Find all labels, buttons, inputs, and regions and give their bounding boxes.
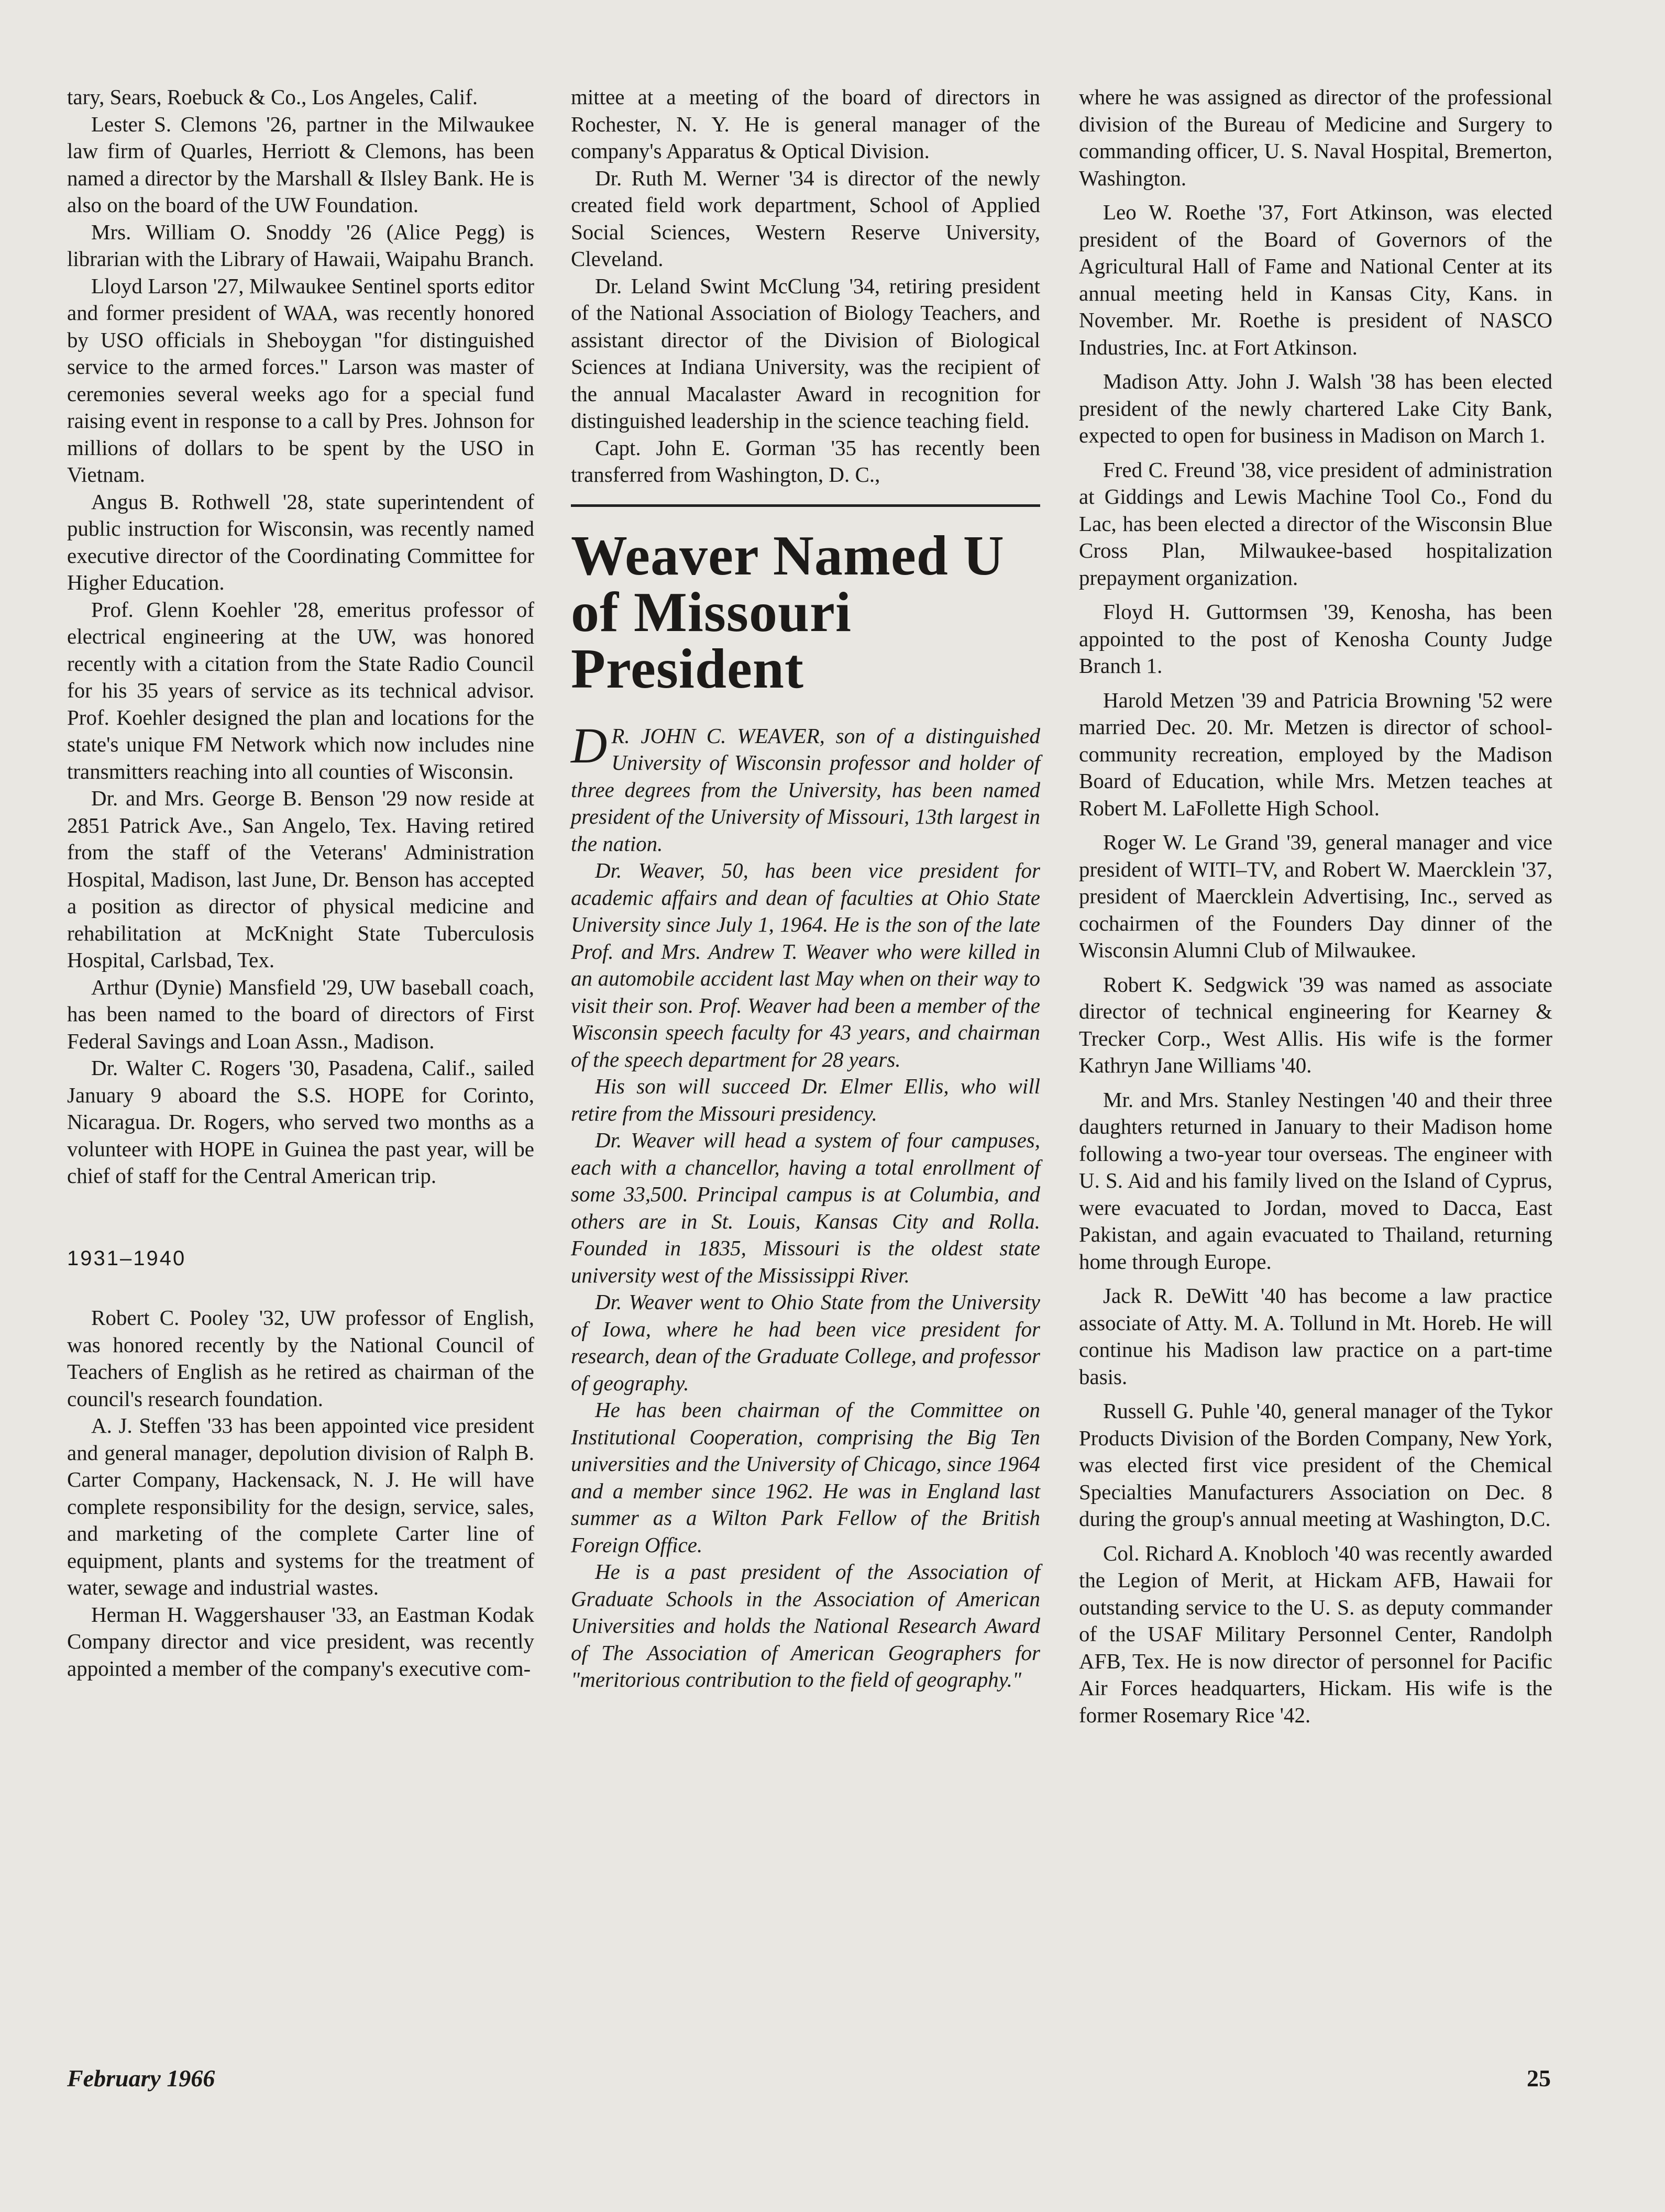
paragraph-Mansfield: Arthur (Dynie) Mansfield '29, UW baseball coach, has been named to the board of directors of First Federal Savings and Loan Assn., Madison. [67, 975, 534, 1053]
paragraph-Larson: Lloyd Larson '27, Milwaukee Sentinel sports editor and former president of WAA, was recently honored by USO officials in Sheboygan "for distinguished service to the armed forces." Larson was master of ceremonies several weeks ago for a special fund raising event in response to a call by Pres. Johnson for millions of dollars to be spent by the USO in Vietnam. [67, 273, 534, 486]
section-heading: 1931–1940 [67, 1246, 186, 1270]
article-paragraph-campuses: Dr. Weaver will head a system of four campuses, each with a chancellor, having a total enrollment of some 33,500. Principal campus is at Columbia, and others are in St. Louis, Kansas City and Rolla. Founded in 1835, Missouri is the oldest state university west of the Mississippi River. [571, 1128, 1040, 1287]
column-3 [1079, 84, 1552, 1729]
paragraph-Benson: Dr. and Mrs. George B. Benson '29 now reside at 2851 Patrick Ave., San Angelo, Tex. Having retired from the staff of the Veterans' Administration Hospital, Madison, last June, Dr. Benson has accepted a position as director of physical medicine and rehabilitation at McKnight State Tuberculosis Hospital, Carlsbad, Tex. [67, 786, 534, 972]
paragraph-McClung: Dr. Leland Swint McClung '34, retiring president of the National Association of Biology Teachers, and assistant director of the Division of Biological Sciences at Indiana University, was the recipient of the annual Macalaster Award in recognition for distinguished leadership in the science teaching field. [571, 273, 1040, 433]
paragraph-Knobloch: Col. Richard A. Knobloch '40 was recently awarded the Legion of Merit, at Hickam AFB, Hawaii for outstanding service to the U. S. as deputy commander of the USAF Military Personnel Center, Randolph AFB, Tex. He is now director of personnel for Pacific Air Forces headquarters, Hickam. His wife is the former Rosemary Rice '42. [1079, 1541, 1552, 1727]
paragraph-Koehler: Prof. Glenn Koehler '28, emeritus professor of electrical engineering at the UW, was honored recently with a citation from the State Radio Council for his 35 years of service as its technical advisor. Prof. Koehler designed the plan and locations for the state's unique FM Network which now includes nine transmitters reaching into all counties of Wisconsin. [67, 597, 534, 783]
paragraph-Metzen: Harold Metzen '39 and Patricia Browning '52 were married Dec. 20. Mr. Metzen is director of school-community recreation, employed by the Madison Board of Education, while Mrs. Metzen teaches at Robert M. LaFollette High School. [1079, 688, 1552, 820]
paragraph-Freund: Fred C. Freund '38, vice president of administration at Giddings and Lewis Machine Tool Co., Fond du Lac, has been elected a director of the Wisconsin Blue Cross Plan, Milwaukee-based hospitalization prepayment organization. [1079, 457, 1552, 590]
paragraph-Walsh: Madison Atty. John J. Walsh '38 has been elected president of the newly chartered Lake City Bank, expected to open for business in Madison on March 1. [1079, 369, 1552, 447]
paragraph-Clemons: Lester S. Clemons '26, partner in the Milwaukee law firm of Quarles, Herriott & Clemons, has been named a director by the Marshall & Ilsley Bank. He is also on the board of the UW Foundation. [67, 112, 534, 217]
paragraph-Snoddy: Mrs. William O. Snoddy '26 (Alice Pegg) is librarian with the Library of Hawaii, Waipahu Branch. [67, 219, 534, 271]
paragraph-Nestingen: Mr. and Mrs. Stanley Nestingen '40 and their three daughters returned in January to their Madison home following a two-year tour overseas. The engineer with U. S. Aid and his family lived on the Island of Cyprus, were evacuated to Jordan, moved to Dacca, East Pakistan, and again evacuated to Thailand, returning home through Europe. [1079, 1087, 1552, 1274]
column-2 [571, 84, 1040, 1694]
paragraph-Roethe: Leo W. Roethe '37, Fort Atkinson, was elected president of the Board of Governors of the Agricultural Hall of Fame and National Center at its annual meeting held in Kansas City, Kans. in November. Mr. Roethe is president of NASCO Industries, Inc. at Fort Atkinson. [1079, 200, 1552, 359]
column-1-before [67, 84, 534, 1190]
article-body [571, 717, 1040, 1694]
paragraph-Steffen: A. J. Steffen '33 has been appointed vice president and general manager, depolution division of Ralph B. Carter Company, Hackensack, N. J. He will have complete responsibility for the design, service, sales, and marketing of the complete Carter line of equipment, plants and systems for the treatment of water, sewage and industrial wastes. [67, 1413, 534, 1599]
article-paragraph-graduate-schools: He is a past president of the Association of Graduate Schools in the Association of American Universities and holds the National Research Award of The Association of American Geographers for "meritorious contribution to the field of geography." [571, 1560, 1040, 1691]
article-lead-text: R. JOHN C. WEAVER, son of a distinguished University of Wisconsin professor and holder of three degrees from the University, has been named president of the University of Missouri, 13th largest in the nation. [571, 723, 1040, 856]
paragraph-Pooley: Robert C. Pooley '32, UW professor of English, was honored recently by the National Council of Teachers of English as he retired as chairman of the council's research foundation. [67, 1306, 534, 1411]
column-1 [67, 84, 534, 1682]
paragraph-Gorman: Capt. John E. Gorman '35 has recently been transferred from Washington, D. C., [571, 435, 1040, 486]
column-1-after [67, 1304, 534, 1682]
paragraph-Sedgwick: Robert K. Sedgwick '39 was named as associate director of technical engineering for Kearney & Trecker Corp., West Allis. His wife is the former Kathryn Jane Williams '40. [1079, 972, 1552, 1077]
paragraph-Kodak-continued: mittee at a meeting of the board of directors in Rochester, N. Y. He is general manager of the company's Apparatus & Optical Division. [571, 85, 1040, 163]
paragraph-DeWitt: Jack R. DeWitt '40 has become a law practice associate of Atty. M. A. Tollund in Mt. Horeb. He will continue his Madison law practice on a part-time basis. [1079, 1284, 1552, 1389]
paragraph-LeGrand: Roger W. Le Grand '39, general manager and vice president of WITI–TV, and Robert W. Maercklein '37, president of Maercklein Advertising, Inc., served as cochairmen of the Founders Day dinner of the Wisconsin Alumni Club of Milwaukee. [1079, 830, 1552, 962]
article-divider [571, 504, 1040, 507]
paragraph-Sears: tary, Sears, Roebuck & Co., Los Angeles, Calif. [67, 85, 478, 109]
paragraph-Puhle: Russell G. Puhle '40, general manager of the Tykor Products Division of the Borden Company, New York, was elected first vice president of the Chemical Specialties Manufacturers Association on Dec. 8 during the group's annual meeting at Washington, D.C. [1079, 1399, 1552, 1531]
article-paragraph-vice-president: Dr. Weaver, 50, has been vice president for academic affairs and dean of faculties at Ohio State University since July 1, 1964. He is the son of the late Prof. and Mrs. Andrew T. Weaver who were killed in an automobile accident last May when on their way to visit their son. Prof. Weaver had been a member of the Wisconsin speech faculty for 43 years, and chairman of the speech department for 28 years. [571, 858, 1040, 1071]
paragraph-Waggershauser: Herman H. Waggershauser '33, an Eastman Kodak Company director and vice president, was recently appointed a member of the company's executive com- [67, 1602, 534, 1680]
footer-date: February 1966 [67, 2065, 215, 2092]
drop-cap: D [571, 717, 608, 773]
paragraph-Werner: Dr. Ruth M. Werner '34 is director of the newly created field work department, School of Applied Social Sciences, Western Reserve University, Cleveland. [571, 165, 1040, 271]
article-paragraph-ohio-state: Dr. Weaver went to Ohio State from the University of Iowa, where he had been vice president for research, dean of the Graduate College, and professor of geography. [571, 1290, 1040, 1395]
article-paragraph-cic: He has been chairman of the Committee on Institutional Cooperation, comprising the Big Ten universities and the University of Chicago, since 1964 and a member since 1962. He was in England last summer as a Wilton Park Fellow of the British Foreign Office. [571, 1398, 1040, 1557]
article-headline: Weaver Named U of Missouri President [571, 524, 1005, 700]
paragraph-Rothwell: Angus B. Rothwell '28, state superintendent of public instruction for Wisconsin, was recently named executive director of the Coordinating Committee for Higher Education. [67, 489, 534, 594]
article-lead [571, 717, 1040, 858]
page-number: 25 [1527, 2065, 1551, 2092]
paragraph-Guttormsen: Floyd H. Guttormsen '39, Kenosha, has been appointed to the post of Kenosha County Judge Branch 1. [1079, 600, 1552, 678]
paragraph-bremerton: where he was assigned as director of the professional division of the Bureau of Medicine and Surgery to commanding officer, U. S. Naval Hospital, Bremerton, Washington. [1079, 85, 1552, 190]
paragraph-Rogers: Dr. Walter C. Rogers '30, Pasadena, Calif., sailed January 9 aboard the S.S. HOPE for Corinto, Nicaragua. Dr. Rogers, who served two months as a volunteer with HOPE in Guinea the past year, will be chief of staff for the Central American trip. [67, 1056, 534, 1188]
column-2-notes [571, 84, 1040, 489]
article-paragraph-succeed: His son will succeed Dr. Elmer Ellis, who will retire from the Missouri presidency. [571, 1074, 1040, 1125]
